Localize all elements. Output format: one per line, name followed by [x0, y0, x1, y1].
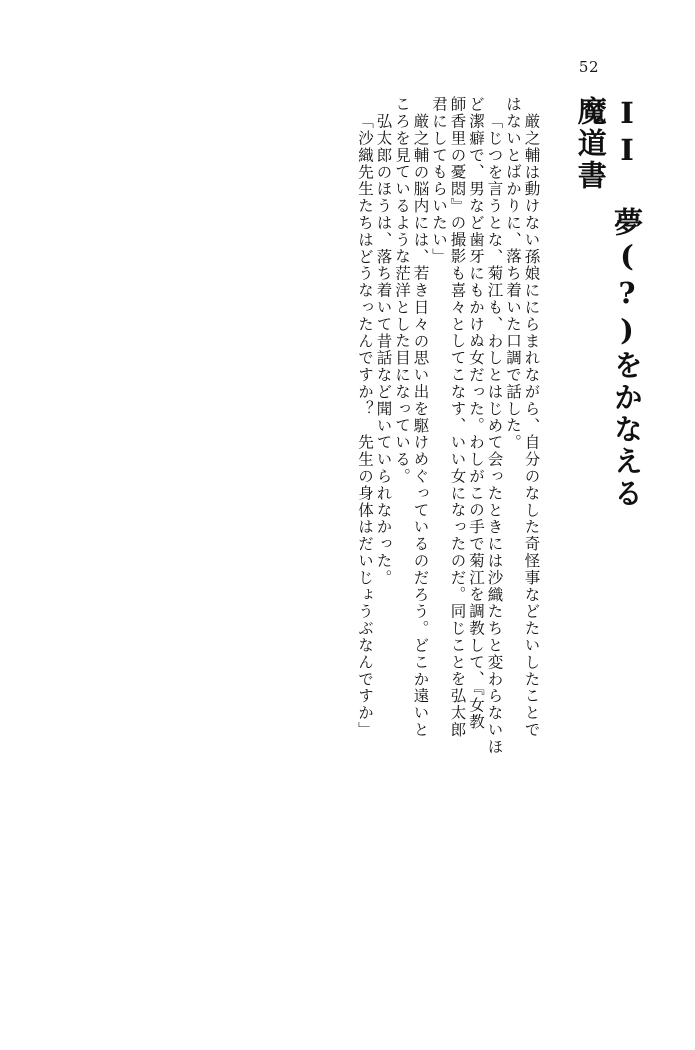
- vertical-text-area: [44, 96, 651, 936]
- body-line: 厳之輔の脳内には、若き日々の思い出を駆けめぐっているのだろう。どこか遠いと: [411, 113, 430, 739]
- body-line: 「じつを言うとな、菊江も、わしとはじめて会ったときには沙織たちと変わらないほ: [485, 113, 504, 756]
- chapter-heading: [573, 96, 646, 526]
- body-line: ころを見ているような茫洋とした目になっている。: [393, 96, 411, 485]
- body-line: 師香里の憂悶』の撮影も喜々としてこなす、いい女になったのだ。同じことを弘太郎: [448, 96, 467, 739]
- body-line: はないとばかりに、落ち着いた口調で話した。: [504, 96, 522, 451]
- page-number: 52: [578, 58, 599, 76]
- body-line: 「沙織先生たちはどうなったんですか？ 先生の身体はだいじょうぶなんですか」: [356, 113, 374, 739]
- body-line: 君にしてもらいたい」: [430, 96, 448, 265]
- body-line: ど潔癖で、男など歯牙にもかけぬ女だった。わしがこの手で菊江を調教して、『女教: [467, 96, 485, 731]
- body-line: 厳之輔は動けない孫娘ににらまれながら、自分のなした奇怪事などたいしたことで: [522, 113, 541, 739]
- chapter-title-text: 夢(?)をかなえる魔道書: [573, 96, 644, 510]
- body-line: 弘太郎のほうは、落ち着いて昔話など聞いていられなかった。: [374, 113, 393, 587]
- chapter-number: II: [610, 96, 644, 170]
